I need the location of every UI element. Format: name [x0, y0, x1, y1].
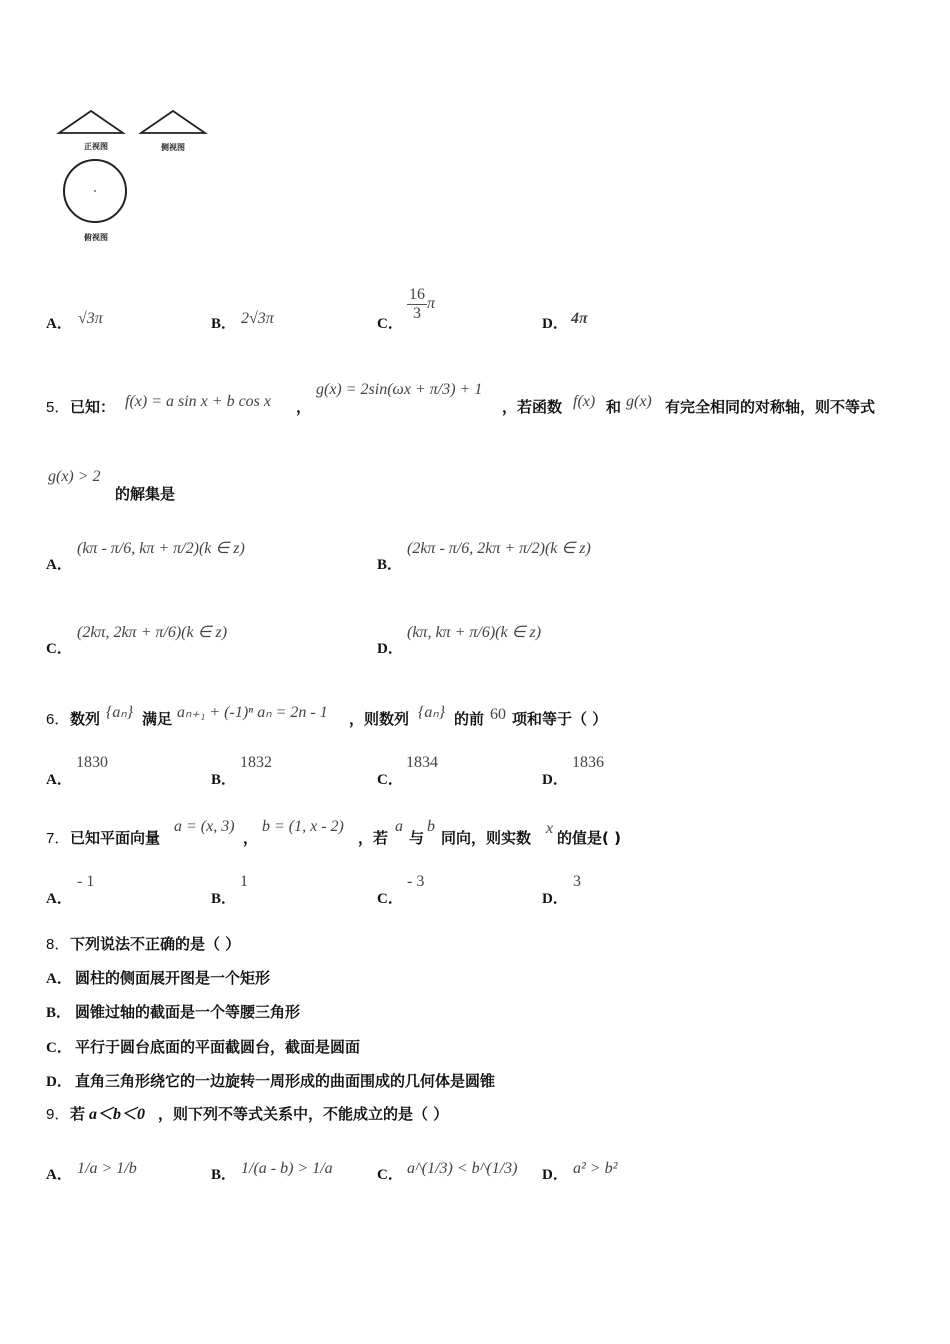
q6-sequence: {aₙ}	[106, 704, 134, 721]
q8-option-a-label: A．	[46, 971, 72, 987]
q5-option-b-value: (2kπ - π/6, 2kπ + π/2)(k ∈ z)	[407, 540, 591, 557]
q7-option-a-value: - 1	[77, 873, 95, 890]
q7-text-3: 与	[409, 829, 425, 847]
q9-number: 9．	[46, 1106, 70, 1123]
q7-text-2: ，若	[358, 829, 389, 847]
q8-stem: 下列说法不正确的是（ ）	[70, 935, 241, 953]
top-view-center-dot	[94, 190, 96, 192]
three-view-drawing	[55, 105, 215, 250]
q4-option-b-value: 2√3π	[241, 310, 274, 327]
q6-option-d-value: 1836	[572, 754, 604, 771]
q5-number: 5．	[46, 399, 70, 416]
q6-option-a-label: A．	[46, 772, 72, 788]
q6-text-1: 数列	[70, 710, 101, 728]
front-view-label: 正视图	[84, 142, 108, 151]
q9-option-d-label: D．	[542, 1167, 568, 1183]
q8-number: 8．	[46, 936, 70, 953]
q5-and: 和	[606, 398, 622, 416]
q7-comma: ，	[243, 829, 259, 847]
q7-vector-b: b = (1, x - 2)	[262, 818, 344, 835]
q7-a-ref: a	[395, 818, 403, 835]
q4-option-d-label: D．	[542, 316, 568, 332]
q6-sequence-2: {aₙ}	[418, 704, 446, 721]
q6-option-d-label: D．	[542, 772, 568, 788]
q7-x-ref: x	[546, 820, 554, 837]
q8-option-a-text: 圆柱的侧面展开图是一个矩形	[75, 969, 271, 987]
q7-option-c-value: - 3	[407, 873, 425, 890]
q8-option-d-label: D．	[46, 1074, 72, 1090]
q9-option-c-label: C．	[377, 1167, 403, 1183]
q5-comma: ，	[296, 398, 312, 416]
q5-option-c-value: (2kπ, 2kπ + π/6)(k ∈ z)	[77, 624, 228, 641]
q5-f-ref: f(x)	[573, 393, 596, 410]
q9-option-c-value: a^(1/3) < b^(1/3)	[407, 1160, 518, 1177]
q8-option-b-text: 圆锥过轴的截面是一个等腰三角形	[75, 1003, 301, 1021]
q4-option-b-label: B．	[211, 316, 237, 332]
q4-option-d-value: 4π	[571, 310, 588, 327]
q5-tail-text: 有完全相同的对称轴，则不等式	[665, 398, 876, 416]
q5-option-d-value: (kπ, kπ + π/6)(k ∈ z)	[407, 624, 542, 641]
q6-number: 6．	[46, 711, 70, 728]
q7-option-b-value: 1	[240, 873, 248, 890]
q5-option-a-label: A．	[46, 557, 72, 573]
q7-option-c-label: C．	[377, 891, 403, 907]
q6-text-2: 满足	[142, 710, 173, 728]
q6-text-5: 项和等于（ ）	[512, 710, 608, 728]
q5-inequality: g(x) > 2	[48, 468, 101, 485]
side-view-label: 侧视图	[161, 143, 185, 152]
q5-mid-text: ，若函数	[502, 398, 563, 416]
q9-text-2: ，则下列不等式关系中，不能成立的是（ ）	[158, 1105, 449, 1123]
q8-option-c-label: C．	[46, 1040, 72, 1056]
q7-text-5: 的值是( )	[557, 829, 621, 847]
q9-text-1: 若	[70, 1105, 86, 1123]
q9-option-a-label: A．	[46, 1167, 72, 1183]
q5-option-d-label: D．	[377, 641, 403, 657]
top-view-label: 俯视图	[84, 233, 108, 242]
q8-option-d-text: 直角三角形绕它的一边旋转一周形成的曲面围成的几何体是圆锥	[75, 1072, 496, 1090]
q5-option-b-label: B．	[377, 557, 403, 573]
front-view-triangle	[59, 111, 123, 133]
q9-option-d-value: a² > b²	[573, 1160, 618, 1177]
q4-option-c-value	[407, 287, 435, 322]
q5-g-expression: g(x) = 2sin(ωx + π/3) + 1	[316, 381, 483, 398]
q6-relation: aₙ₊₁ + (-1)ⁿ aₙ = 2n - 1	[177, 704, 328, 721]
q9-option-b-value: 1/(a - b) > 1/a	[241, 1160, 333, 1177]
q6-option-c-label: C．	[377, 772, 403, 788]
q7-option-d-label: D．	[542, 891, 568, 907]
q9-option-a-value: 1/a > 1/b	[77, 1160, 137, 1177]
q6-option-b-value: 1832	[240, 754, 272, 771]
q7-vector-a: a = (x, 3)	[174, 818, 235, 835]
q5-intro: 已知：	[70, 398, 116, 416]
q4-c-numerator: 16	[409, 286, 425, 303]
q4-c-pi: π	[427, 295, 436, 313]
q6-count: 60	[490, 706, 506, 723]
q7-text-1: 已知平面向量	[70, 829, 161, 847]
q7-option-d-value: 3	[573, 873, 581, 890]
q8-option-b-label: B．	[46, 1005, 72, 1021]
q6-text-4: 的前	[454, 710, 485, 728]
q6-option-b-label: B．	[211, 772, 237, 788]
q4-option-c-label: C．	[377, 316, 403, 332]
q7-number: 7．	[46, 830, 70, 847]
q8-option-c-text: 平行于圆台底面的平面截圆台，截面是圆面	[75, 1038, 361, 1056]
q5-option-c-label: C．	[46, 641, 72, 657]
q4-option-a-label: A．	[46, 316, 72, 332]
q7-option-b-label: B．	[211, 891, 237, 907]
q7-b-ref: b	[427, 818, 435, 835]
q6-text-3: ，则数列	[349, 710, 410, 728]
q5-g-ref: g(x)	[626, 393, 652, 410]
q4-c-denominator: 3	[413, 305, 421, 322]
q9-option-b-label: B．	[211, 1167, 237, 1183]
q5-ask: 的解集是	[115, 485, 176, 503]
side-view-triangle	[141, 111, 205, 133]
q5-option-a-value: (kπ - π/6, kπ + π/2)(k ∈ z)	[77, 540, 245, 557]
q4-option-a-value: √3π	[78, 310, 103, 327]
q7-text-4: 同向，则实数	[441, 829, 532, 847]
q7-option-a-label: A．	[46, 891, 72, 907]
q5-f-expression: f(x) = a sin x + b cos x	[125, 393, 271, 410]
q9-condition: a＜b＜0	[89, 1106, 146, 1123]
q6-option-c-value: 1834	[406, 754, 438, 771]
q6-option-a-value: 1830	[76, 754, 108, 771]
